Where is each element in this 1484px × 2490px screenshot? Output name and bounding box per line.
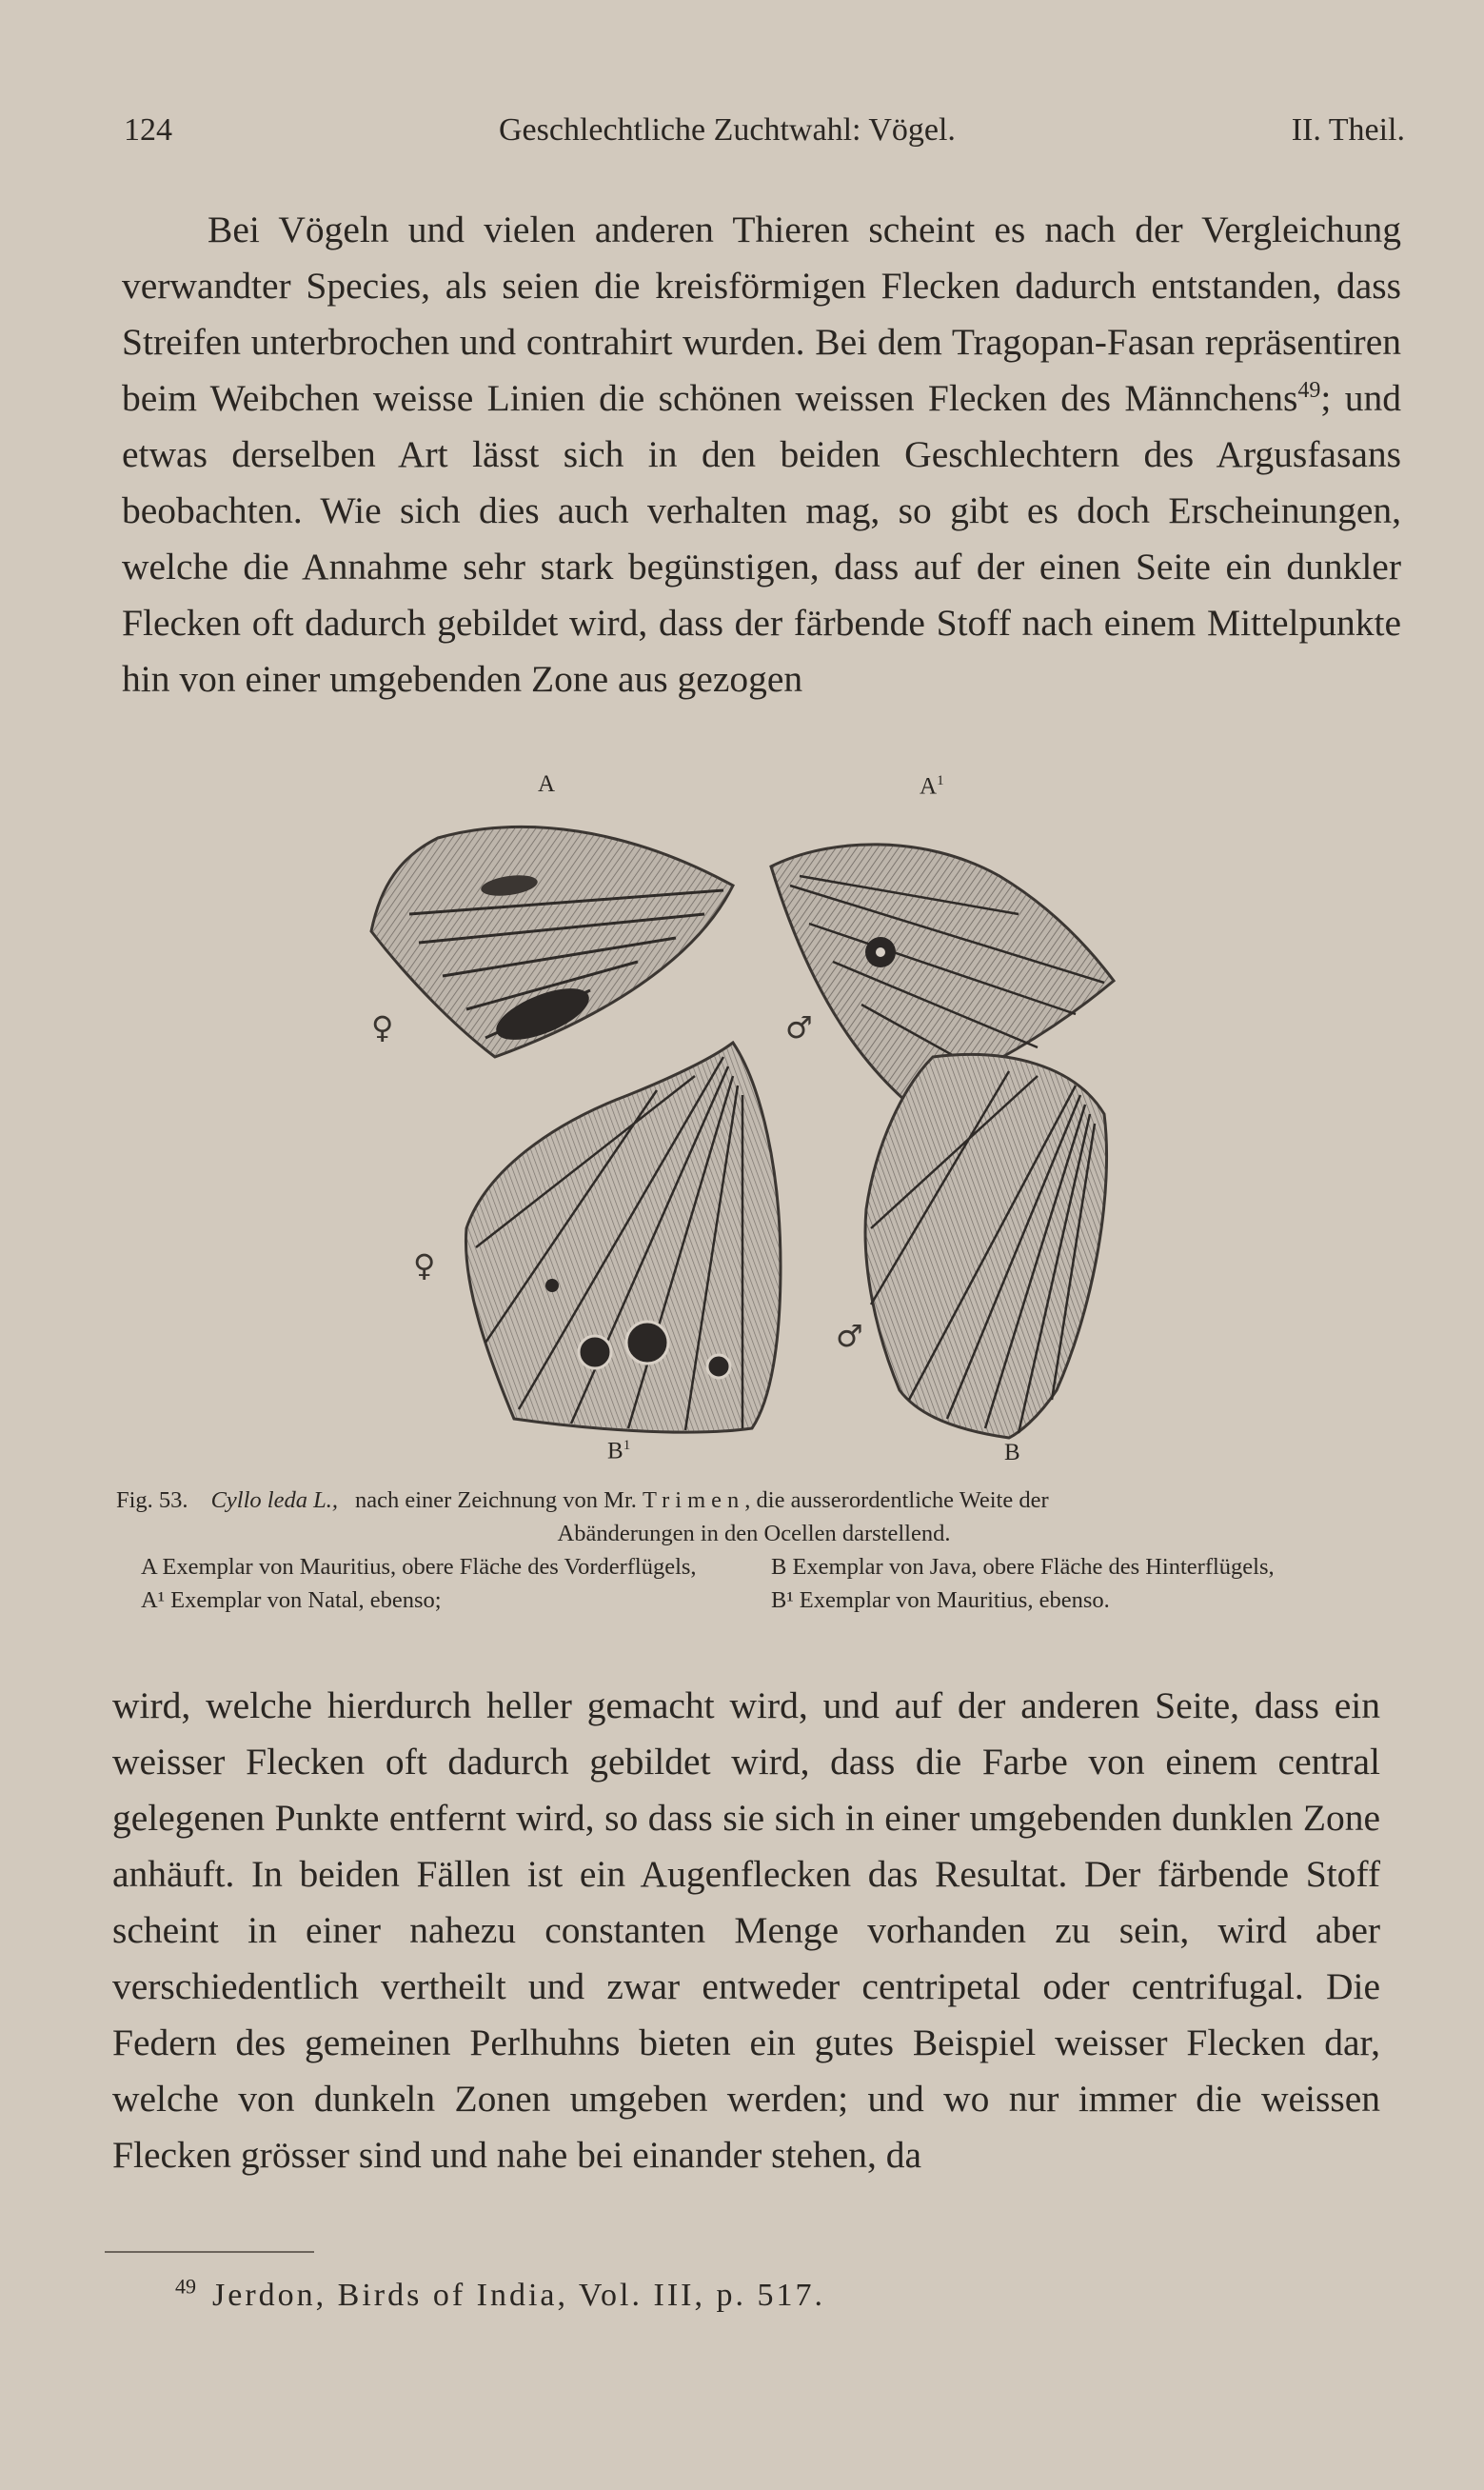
paragraph-bottom — [112, 1678, 1380, 2183]
label-a: A — [538, 771, 556, 797]
caption-legend — [116, 1550, 1392, 1650]
illustrator-name: Trimen — [643, 1487, 745, 1513]
footnote-marker: 49 — [1297, 377, 1321, 403]
caption-legend-right — [771, 1550, 1380, 1617]
male-symbol-a1: ♂ — [785, 1009, 813, 1046]
text-top-1: Bei Vögeln und vielen anderen Thieren scheint es nach der Vergleichung verwandter Species, als seien die kreisförmigen Flecken dadurch entstanden, dass Streifen unterbrochen und contrahirt wurden. Bei dem Tragopan-Fasan repräsentiren beim Weibchen weisse Linien die schönen weissen Flecken des Männchens — [122, 209, 1401, 419]
fig-number: Fig. 53. — [116, 1487, 188, 1513]
wing-b-male-hindwing — [865, 1055, 1107, 1439]
footnote-number: 49 — [175, 2274, 196, 2299]
label-b: B — [1004, 1440, 1020, 1465]
legend-entry-a1: A¹ Exemplar von Natal, ebenso; — [141, 1587, 442, 1613]
legend-entry-b: B Exemplar von Java, obere Fläche des Hinterflügels, — [771, 1554, 1275, 1580]
chapter-title: Geschlechtliche Zuchtwahl: Vögel. — [499, 112, 956, 148]
legend-entry-b1: B¹ Exemplar von Mauritius, ebenso. — [771, 1587, 1110, 1613]
label-b1: $B^1$ — [607, 1438, 631, 1464]
caption-line-1: Fig. 53. Cyllo leda L., nach einer Zeichnung von Mr. Trimen, die ausserordentliche Weite der — [116, 1487, 1049, 1513]
wing-b1-female-hindwing — [465, 1043, 781, 1432]
figure-butterfly-wings — [352, 771, 1180, 1466]
figure-caption — [116, 1484, 1392, 1650]
legend-entry-a: A Exemplar von Mauritius, obere Fläche des Vorderflügels, — [141, 1554, 697, 1580]
wing-a-female-forewing — [371, 827, 733, 1057]
page-number: 124 — [124, 112, 172, 148]
footnote — [175, 2274, 825, 2314]
female-symbol-b1: ♀ — [413, 1247, 436, 1284]
label-a1: $A^1$ — [920, 773, 944, 800]
female-symbol-a: ♀ — [371, 1009, 394, 1046]
text-bottom: wird, welche hierdurch heller gemacht wird, und auf der anderen Seite, dass ein weisser Flecken oft dadurch gebildet wird, dass die Farbe von einem central gelegenen Punkte entfernt wird, so dass sie sich in einer umgebenden dunklen Zone anhäuft. In beiden Fällen ist ein Augenflecken das Resultat. Der färbende Stoff scheint in einer nahezu constanten Menge vorhanden zu sein, wird aber verschiedentlich vertheilt und zwar entweder centripetal oder centrifugal. Die Federn des gemeinen Perlhuhns bieten ein gutes Beispiel weisser Flecken dar, welche von dunkeln Zonen umgeben werden; und wo nur immer die weissen Flecken grösser sind und nahe bei einander stehen, da — [112, 1684, 1380, 2176]
part-label: II. Theil. — [1291, 112, 1405, 148]
footnote-rule — [105, 2251, 314, 2253]
paragraph-top — [122, 202, 1401, 707]
caption-legend-left — [141, 1550, 750, 1617]
wing-engravings — [352, 771, 1180, 1466]
text-top-2: ; und etwas derselben Art lässt sich in den beiden Geschlechtern des Argusfasans beobachten. Wie sich dies auch verhalten mag, so gibt es doch Erscheinungen, welche die Annahme sehr stark begünstigen, dass auf der einen Seite ein dunkler Flecken oft dadurch gebildet wird, dass der färbende Stoff nach einem Mittelpunkte hin von einer umgebenden Zone aus gezogen — [122, 377, 1401, 700]
species-name: Cyllo leda L., — [210, 1487, 338, 1513]
caption-line-2: Abänderungen in den Ocellen darstellend. — [557, 1521, 951, 1546]
male-symbol-b: ♂ — [836, 1318, 863, 1354]
footnote-text: Jerdon, Birds of India, Vol. III, p. 517. — [212, 2278, 825, 2313]
running-head — [124, 112, 1405, 160]
